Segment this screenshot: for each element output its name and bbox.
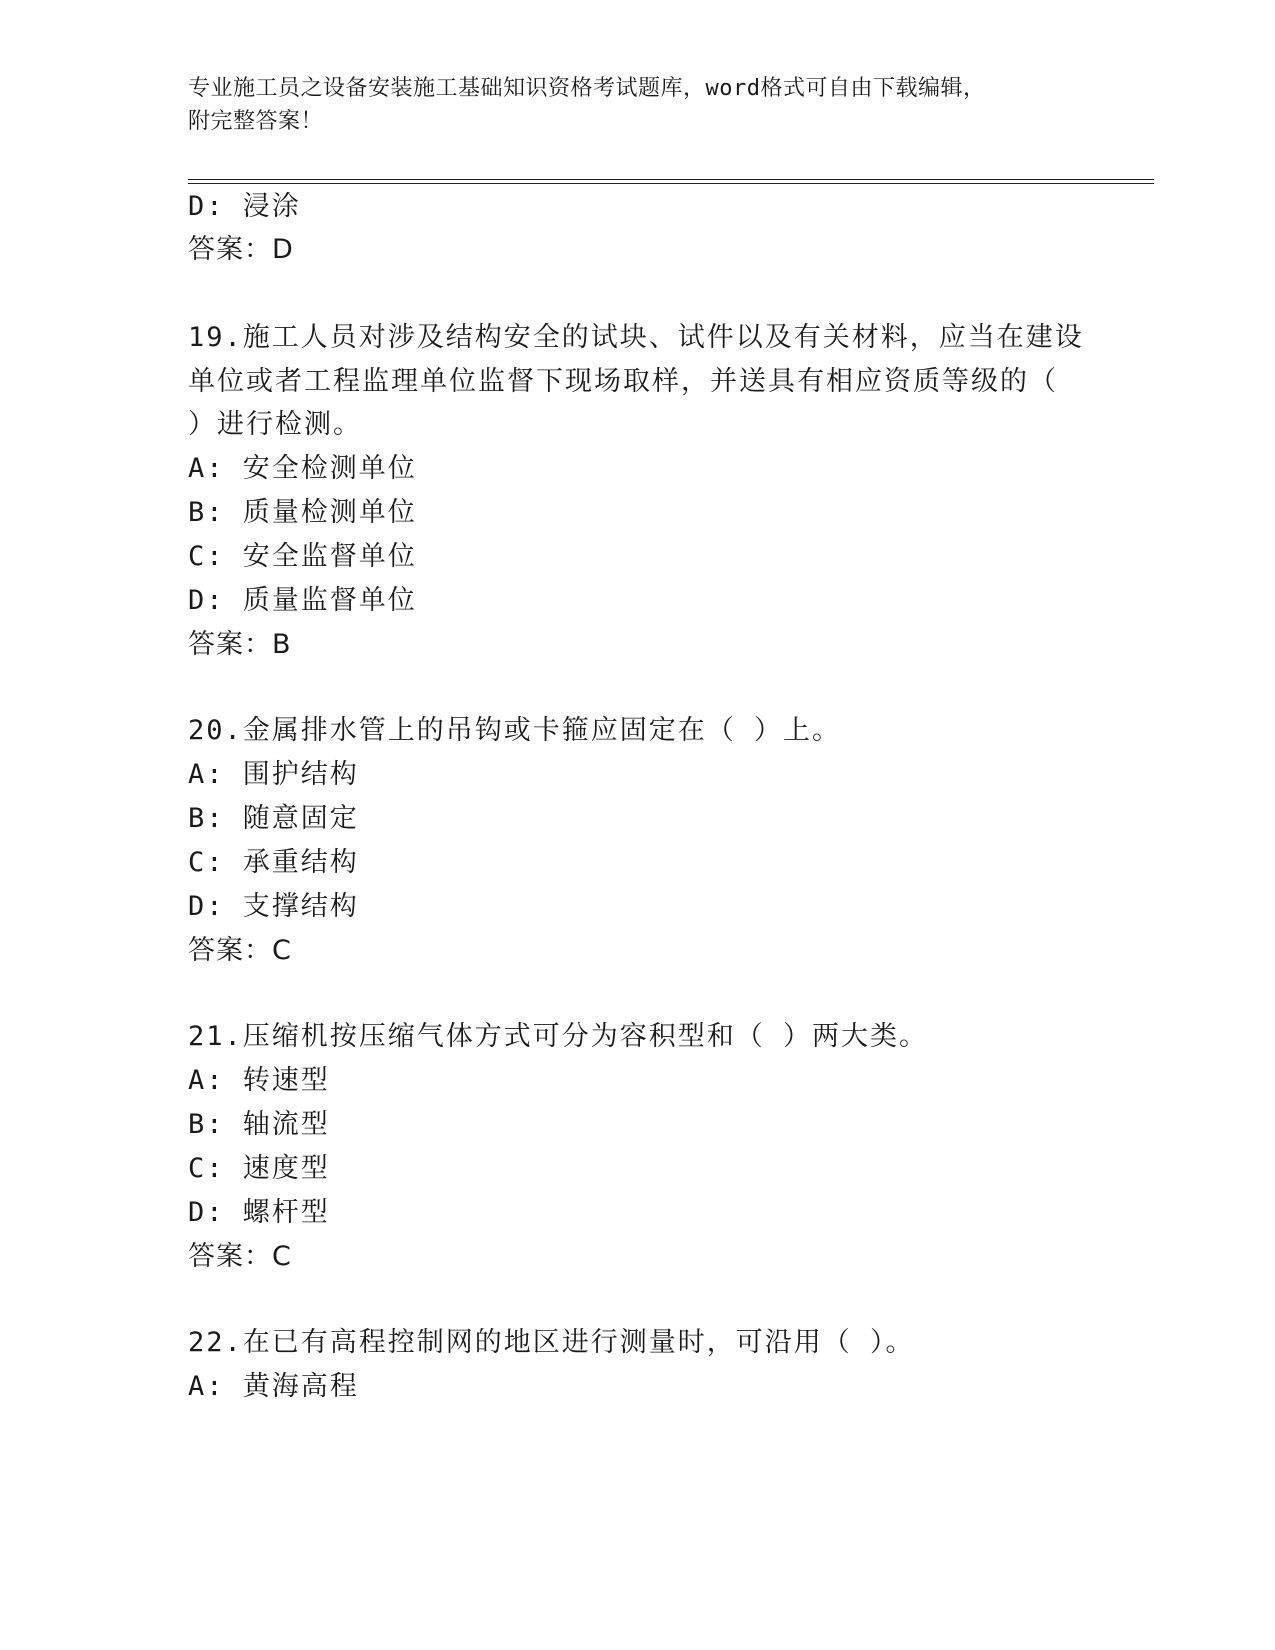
q20-answer: 答案：C	[188, 935, 292, 966]
q19-answer: 答案：B	[188, 629, 292, 660]
q19-option-d: D: 质量监督单位	[188, 585, 417, 616]
q20-option-d: D: 支撑结构	[188, 891, 359, 922]
q20-option-b: B: 随意固定	[188, 803, 359, 834]
q21-option-d: D: 螺杆型	[188, 1197, 330, 1228]
q19-stem-line-3: ）进行检测。	[188, 409, 362, 440]
q21-option-a: A: 转速型	[188, 1065, 330, 1096]
q20-option-a: A: 围护结构	[188, 759, 359, 790]
header-line-1: 专业施工员之设备安装施工基础知识资格考试题库，word格式可自由下载编辑，	[188, 76, 986, 101]
q21-answer: 答案：C	[188, 1241, 292, 1272]
header-line-2: 附完整答案！	[188, 109, 324, 134]
q20-option-c: C: 承重结构	[188, 847, 359, 878]
q18-option-d: D: 浸涂	[188, 191, 301, 222]
q22-option-a: A: 黄海高程	[188, 1371, 359, 1402]
q21-option-b: B: 轴流型	[188, 1109, 330, 1140]
document-header	[188, 72, 1068, 138]
q20-stem-line-1: 20.金属排水管上的吊钩或卡箍应固定在（ ）上。	[188, 715, 842, 746]
q19-option-a: A: 安全检测单位	[188, 453, 417, 484]
q22-stem-line-1: 22.在已有高程控制网的地区进行测量时，可沿用（ ）。	[188, 1327, 915, 1358]
header-divider-top	[188, 179, 1154, 180]
q19-stem-line-2: 单位或者工程监理单位监督下现场取样，并送具有相应资质等级的（	[188, 366, 1058, 397]
header-divider-bottom	[188, 183, 1154, 184]
q19-stem-line-1: 19.施工人员对涉及结构安全的试块、试件以及有关材料，应当在建设	[188, 322, 1084, 353]
q21-stem-line-1: 21.压缩机按压缩气体方式可分为容积型和（ ）两大类。	[188, 1021, 929, 1052]
q18-answer: 答案：D	[188, 234, 294, 265]
q19-option-c: C: 安全监督单位	[188, 541, 417, 572]
q19-option-b: B: 质量检测单位	[188, 497, 417, 528]
q21-option-c: C: 速度型	[188, 1153, 330, 1184]
